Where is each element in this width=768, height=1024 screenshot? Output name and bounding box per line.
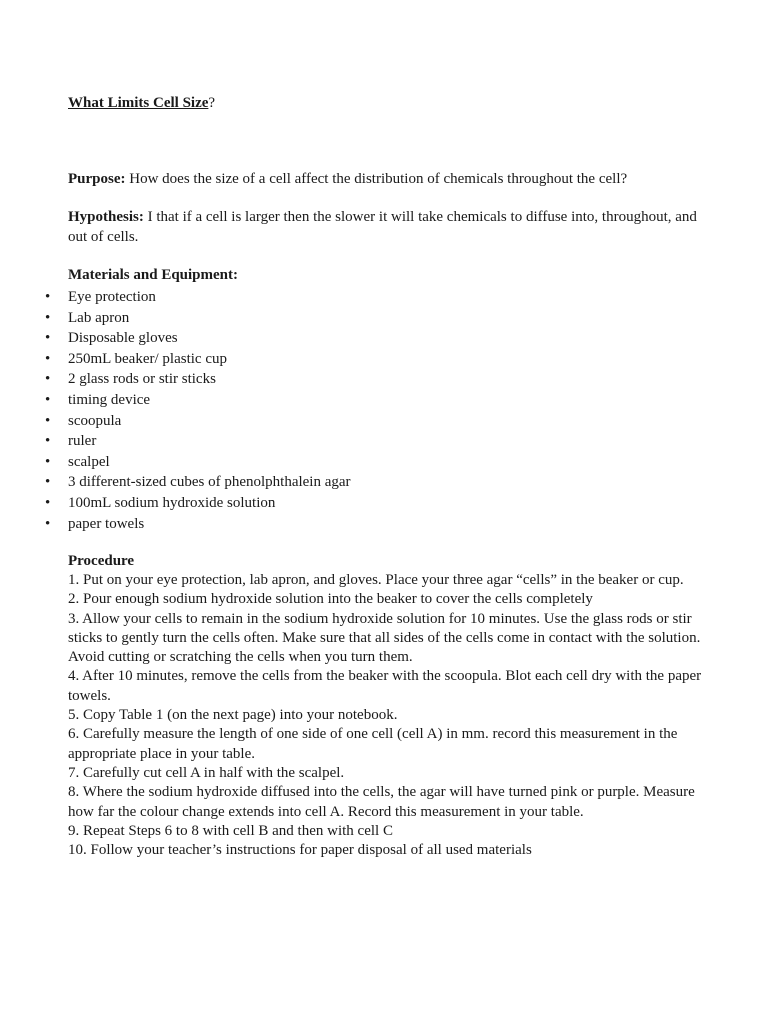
bullet-icon: • [45,330,51,347]
procedure-heading: Procedure [68,553,135,569]
hypothesis-paragraph [68,208,718,247]
materials-heading: Materials and Equipment: [68,267,239,283]
bullet-icon: • [45,289,51,305]
hypothesis-text: I that if a cell is larger then the slower it will take chemicals to diffuse into, throughout, and out of cells. [68,209,697,245]
procedure-step: 5. Copy Table 1 (on the next page) into your notebook. [68,707,398,724]
procedure-step: 9. Repeat Steps 6 to 8 with cell B and then with cell C [68,822,393,839]
procedure-step: 10. Follow your teacher’s instructions for paper disposal of all used materials [68,842,532,859]
materials-list-item [0,452,351,473]
materials-item-text: 3 different-sized cubes of phenolphthalein agar [68,474,351,491]
materials-item-text: 250mL beaker/ plastic cup [68,350,227,367]
materials-list-item [0,328,351,349]
procedure-step: 2. Pour enough sodium hydroxide solution into the beaker to cover the cells completely [68,591,593,608]
materials-list-item [0,431,351,452]
materials-item-text: timing device [68,391,151,408]
bullet-icon: • [45,412,51,429]
procedure-list [68,571,718,860]
title-suffix: ? [208,95,216,111]
materials-item-text: ruler [68,433,97,450]
procedure-step: 4. After 10 minutes, remove the cells from the beaker with the scoopula. Blot each cell dry with the paper towels. [68,668,702,704]
materials-item-text: scalpel [68,453,110,470]
materials-item-text: 2 glass rods or stir sticks [68,371,216,388]
materials-list-item [0,493,351,514]
materials-list [0,287,351,534]
procedure-step: 6. Carefully measure the length of one side of one cell (cell A) in mm. record this measurement in the appropriate place in your table. [68,726,678,762]
materials-list-item [0,287,351,308]
materials-item-text: Disposable gloves [68,330,178,347]
bullet-icon: • [45,350,51,367]
materials-item-text: Eye protection [68,289,156,305]
materials-list-item [0,472,351,493]
bullet-icon: • [45,474,51,491]
bullet-icon: • [45,309,51,326]
purpose-label: Purpose: [68,171,126,187]
document-title [68,94,215,113]
bullet-icon: • [45,391,51,408]
materials-list-item [0,349,351,370]
purpose-text: How does the size of a cell affect the distribution of chemicals throughout the cell? [125,171,628,187]
bullet-icon: • [45,371,51,388]
procedure-step: 1. Put on your eye protection, lab apron, and gloves. Place your three agar “cells” in the beaker or cup. [68,572,684,588]
materials-item-text: 100mL sodium hydroxide solution [68,494,276,511]
bullet-icon: • [45,433,51,450]
materials-list-item [0,308,351,329]
procedure-step: 3. Allow your cells to remain in the sodium hydroxide solution for 10 minutes. Use the glass rods or stir sticks to gently turn the cells often. Make sure that all sides of the cells come in contact with the solution. Avoid cutting or scratching the cells when you turn them. [68,610,701,666]
hypothesis-label: Hypothesis: [68,209,144,225]
bullet-icon: • [45,453,51,470]
title-text: What Limits Cell Size [68,95,209,111]
bullet-icon: • [45,494,51,511]
materials-item-text: paper towels [68,515,145,532]
materials-item-text: Lab apron [68,309,130,326]
materials-list-item [0,514,351,535]
materials-list-item [0,411,351,432]
materials-list-item [0,390,351,411]
procedure-step: 7. Carefully cut cell A in half with the scalpel. [68,764,345,781]
procedure-step: 8. Where the sodium hydroxide diffused into the cells, the agar will have turned pink or purple. Measure how far the colour change extends into cell A. Record this measurement in your table. [68,784,695,820]
purpose-paragraph [68,170,718,190]
materials-list-item [0,369,351,390]
bullet-icon: • [45,515,51,532]
materials-item-text: scoopula [68,412,122,429]
